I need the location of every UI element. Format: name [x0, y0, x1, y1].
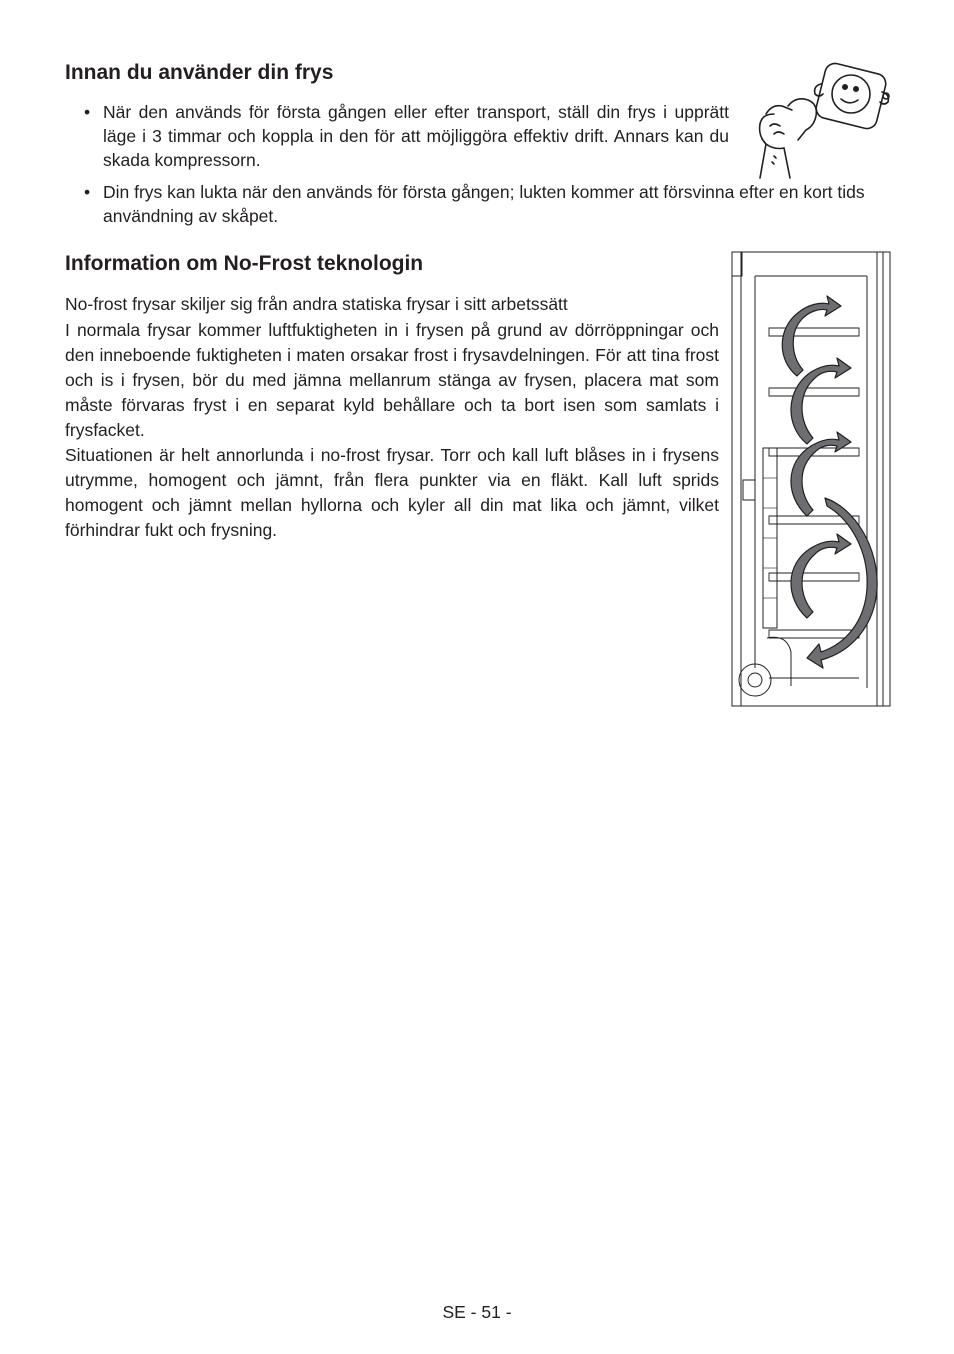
section-title-before-use: Innan du använder din frys: [65, 61, 334, 84]
list-item: [84, 100, 744, 172]
page-number: SE - 51 -: [442, 1302, 512, 1322]
list-item: [84, 180, 904, 228]
paragraph: Situationen är helt annorlunda i no-frost frysar. Torr och kall luft blåses in i frysens utrymme, homogent och jämnt, från flera punkter via en fläkt. Kall luft sprids homogent och jämnt mellan hyllorna och kyler all din mat lika och jämnt, vilket förhindrar fukt och frysning.: [65, 445, 719, 540]
bullet-symbol: •: [84, 182, 91, 202]
bullet-text: När den används för första gången eller efter transport, ställ din frys i upprätt läge i 3 timmar och koppla in den för att möjliggöra effektiv drift. Annars kan du skada kompressorn.: [103, 102, 729, 170]
paragraph: I normala frysar kommer luftfuktigheten in i frysen på grund av dörröppningar och den inneboende fuktigheten i maten orsakar frost i frysavdelningen. För att tina frost och is i frysen, bör du med jämna mellanrum stänga av frysen, placera mat som måste förvaras fryst i en separat kyld behållare och ta bort isen som samlats i frysfacket.: [65, 320, 719, 440]
paragraph: No-frost frysar skiljer sig från andra statiska frysar i sitt arbetssätt: [65, 294, 568, 314]
freezer-airflow-illustration: [727, 248, 897, 710]
bullet-text: Din frys kan lukta när den används för första gången; lukten kommer att försvinna efter en kort tids användning av skåpet.: [103, 182, 865, 226]
section-title-no-frost: Information om No-Frost teknologin: [65, 252, 424, 275]
hand-plug-socket-icon: [748, 62, 896, 180]
bullet-symbol: •: [84, 102, 91, 122]
